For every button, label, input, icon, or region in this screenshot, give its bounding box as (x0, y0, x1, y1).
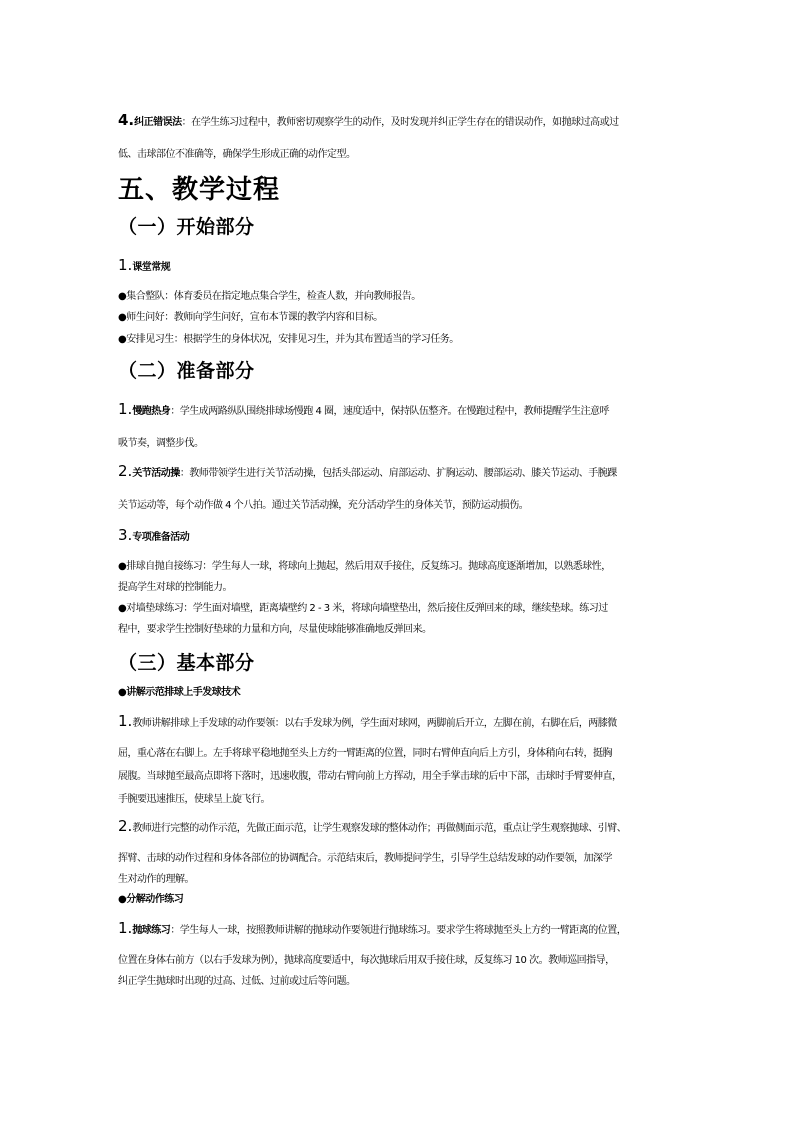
item-text: ：教师带领学生进行关节活动操，包括头部运动、肩部运动、扩胸运动、腰部运动、膝关节运动、手腕踝 (179, 468, 617, 479)
paragraph-line: 生对动作的理解。 (118, 874, 194, 885)
subsection-heading-basic: （三）基本部分 (118, 652, 255, 674)
paragraph-line: 关节运动等，每个动作做 4 个八拍。通过关节活动操，充分活动学生的身体关节，预防运动损伤。 (118, 500, 529, 511)
list-item: ●师生问好：教师向学生问好，宣布本节课的教学内容和目标。 (118, 312, 383, 323)
paragraph-line (118, 712, 680, 730)
item-number: 3. (118, 526, 133, 544)
paragraph-joints (118, 462, 680, 511)
item-number: 2. (118, 817, 133, 835)
item-text: ：在学生练习过程中，教师密切观察学生的动作，及时发现并纠正学生存在的错误动作，如抛球过高或过 (181, 117, 619, 128)
list-item-line: ●对墙垫球练习：学生面对墙壁，距离墙壁约 2 - 3 米，将球向墙壁垫出，然后接住反弹回来的球，继续垫球。练习过 (118, 603, 608, 614)
paragraph-explain-1 (118, 712, 680, 805)
item-label: 课堂常规 (132, 262, 171, 273)
item-text: 教师讲解排球上手发球的动作要领：以右手发球为例，学生面对球网，两脚前后开立，左脚在前，右脚在后，两膝微 (132, 718, 617, 729)
paragraph-line: 纠正学生抛球时出现的过高、过低、过前或过后等问题。 (118, 976, 356, 987)
item-label: 慢跑热身 (132, 406, 171, 417)
item-label: 纠正错误法 (134, 117, 182, 128)
item-text: ：学生成两路纵队围绕排球场慢跑 4 圈，速度适中，保持队伍整齐。在慢跑过程中，教师提醒学生注意呼 (170, 406, 610, 417)
paragraph-jog (118, 400, 680, 449)
item-label: 专项准备活动 (132, 532, 190, 543)
list-item-line: 程中，要求学生控制好垫球的力量和方向，尽量使球能够准确地反弹回来。 (118, 624, 432, 635)
paragraph-line: 位置在身体右前方（以右手发球为例），抛球高度要适中，每次抛球后用双手接住球，反复练习 10 次。教师巡回指导， (118, 955, 615, 966)
list-item-line: 提高学生对球的控制能力。 (118, 582, 232, 593)
paragraph-explain-2 (118, 817, 680, 885)
subsection-heading-prep: （二）准备部分 (118, 360, 255, 382)
section-heading: 五、教学过程 (118, 175, 281, 205)
item-number: 1. (118, 400, 133, 418)
paragraph-line (118, 462, 680, 480)
paragraph-line: 吸节奏，调整步伐。 (118, 438, 204, 449)
list-item (118, 599, 680, 635)
item-text: ：学生每人一球，按照教师讲解的抛球动作要领进行抛球练习。要求学生将球抛至头上方约一臂距离的位置， (170, 925, 627, 936)
item-label: 抛球练习 (132, 925, 171, 936)
paragraph-line (118, 919, 680, 937)
list-item (118, 557, 680, 593)
list-item: ●集合整队：体育委员在指定地点集合学生，检查人数，并向教师报告。 (118, 291, 421, 302)
paragraph-line: 低、击球部位不准确等，确保学生形成正确的动作定型。 (118, 149, 356, 160)
paragraph-line: 手腕要迅速推压，使球呈上旋飞行。 (118, 794, 270, 805)
paragraph-line (118, 111, 680, 129)
paragraph-line (118, 400, 680, 418)
paragraph-line (118, 817, 680, 835)
list-item-line: ●排球自抛自接练习：学生每人一球，将球向上抛起，然后用双手接住，反复练习。抛球高度逐渐增加，以熟悉球性， (118, 561, 611, 572)
subsection-heading-start: （一）开始部分 (118, 216, 255, 238)
item-number: 2. (118, 462, 133, 480)
item-number: 1. (118, 919, 133, 937)
list-item: ●安排见习生：根据学生的身体状况，安排见习生，并为其布置适当的学习任务。 (118, 334, 459, 345)
item-number: 1. (118, 256, 133, 274)
paragraph-error-correction (118, 111, 680, 160)
item-number: 4. (118, 111, 135, 129)
item-number: 1. (118, 712, 133, 730)
decompose-title: ●分解动作练习 (118, 894, 184, 905)
paragraph-toss (118, 919, 680, 987)
special-heading (118, 526, 680, 544)
item-text: 教师进行完整的动作示范，先做正面示范，让学生观察发球的整体动作；再做侧面示范，重点让学生观察抛球、引臂、 (132, 823, 627, 834)
item-label: 关节活动操 (132, 468, 180, 479)
paragraph-line: 展腹。当球抛至最高点即将下落时，迅速收腹，带动右臂向前上方挥动，用全手掌击球的后中下部，击球时手臂要伸直， (118, 771, 622, 782)
routine-heading (118, 256, 680, 274)
explain-title: ●讲解示范排球上手发球技术 (118, 687, 241, 698)
paragraph-line: 屈，重心落在右脚上。左手将球平稳地抛至头上方约一臂距离的位置，同时右臂伸直向后上方引，身体稍向右转，挺胸 (118, 748, 612, 759)
paragraph-line: 挥臂、击球的动作过程和身体各部位的协调配合。示范结束后，教师提问学生，引导学生总结发球的动作要领，加深学 (118, 853, 612, 864)
